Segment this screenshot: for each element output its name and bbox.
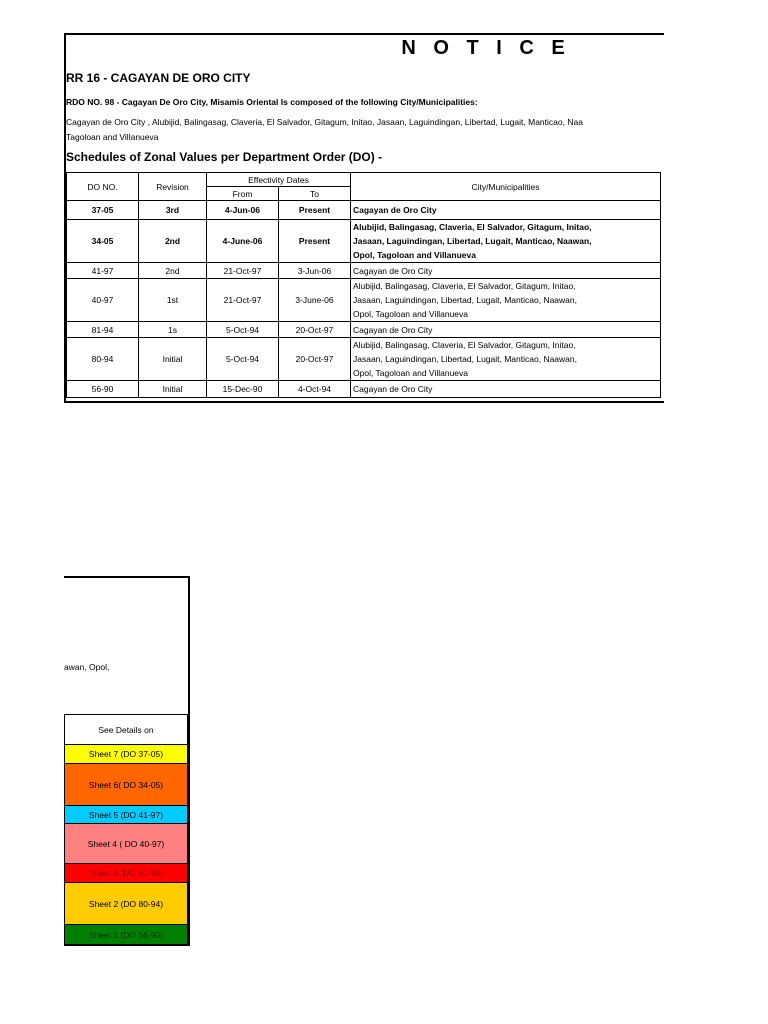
schedules-heading: Schedules of Zonal Values per Department Order (DO) -	[66, 150, 383, 164]
cell-to: 3-Jun-06	[279, 263, 351, 279]
notice-title: N O T I C E	[401, 37, 571, 59]
header-to: To	[279, 187, 351, 201]
cell-from: 5-Oct-94	[207, 322, 279, 338]
sheet-4-link[interactable]: Sheet 4 ( DO 40-97)	[65, 824, 188, 864]
cell-from: 4-June-06	[207, 220, 279, 263]
city-line: Opol, Tagoloan and Villanueva	[353, 368, 468, 378]
table-row	[67, 338, 661, 381]
table-row	[67, 279, 661, 322]
header-do-no: DO NO.	[67, 173, 139, 201]
sheet-6-link[interactable]: Sheet 6( DO 34-05)	[65, 764, 188, 806]
city-line: Alubijid, Balingasag, Claveria, El Salvador, Gitagum, Initao,	[353, 222, 592, 232]
cell-to: Present	[279, 220, 351, 263]
cell-from: 4-Jun-06	[207, 201, 279, 220]
cell-city	[351, 263, 661, 279]
cell-to: 20-Oct-97	[279, 338, 351, 381]
table-row	[67, 381, 661, 398]
table-row	[67, 263, 661, 279]
city-line: Cagayan de Oro City	[353, 384, 433, 394]
city-line: Jasaan, Laguindingan, Libertad, Lugait, Manticao, Naawan,	[353, 354, 577, 364]
sheet-legend-panel	[64, 576, 190, 946]
legend-row	[65, 864, 188, 883]
cell-from: 15-Dec-90	[207, 381, 279, 398]
cell-revision: 2nd	[139, 263, 207, 279]
cell-from: 21-Oct-97	[207, 263, 279, 279]
cell-revision: 3rd	[139, 201, 207, 220]
cell-to: 3-June-06	[279, 279, 351, 322]
cell-to: 20-Oct-97	[279, 322, 351, 338]
header-revision: Revision	[139, 173, 207, 201]
sheet-2-link[interactable]: Sheet 2 (DO 80-94)	[65, 883, 188, 925]
sheet-legend-table	[64, 714, 188, 945]
cell-do: 41-97	[67, 263, 139, 279]
table-header-row	[67, 173, 661, 187]
header-effectivity: Effectivity Dates	[207, 173, 351, 187]
table-row	[67, 322, 661, 338]
zonal-values-table	[66, 172, 661, 398]
header-city: City/Municipalities	[351, 173, 661, 201]
cell-city	[351, 220, 661, 263]
legend-row	[65, 925, 188, 945]
cell-to: 4-Oct-94	[279, 381, 351, 398]
legend-row	[65, 824, 188, 864]
cell-do: 34-05	[67, 220, 139, 263]
city-line: Cagayan de Oro City	[353, 205, 437, 215]
municipalities-line-1: Cagayan de Oro City , Alubijid, Balingasag, Claveria, El Salvador, Gitagum, Initao, Jasaan, Laguindingan, Libertad, Lugait, Manticao, Naa	[66, 117, 583, 127]
cell-city	[351, 201, 661, 220]
rdo-line: RDO NO. 98 - Cagayan De Oro City, Misamis Oriental Is composed of the following City/Municipalities:	[66, 97, 478, 107]
sheet-1-link[interactable]: Sheet 1 (DO 56-90)	[65, 925, 188, 945]
cell-revision: Initial	[139, 381, 207, 398]
cell-city	[351, 381, 661, 398]
cell-do: 81-94	[67, 322, 139, 338]
cell-city	[351, 279, 661, 322]
region-heading: RR 16 - CAGAYAN DE ORO CITY	[66, 71, 251, 85]
cell-from: 21-Oct-97	[207, 279, 279, 322]
sheet-5-link[interactable]: Sheet 5 (DO 41-97)	[65, 806, 188, 824]
cell-to: Present	[279, 201, 351, 220]
header-from: From	[207, 187, 279, 201]
cell-revision: 1st	[139, 279, 207, 322]
municipalities-line-2: Tagoloan and Villanueva	[66, 132, 159, 142]
legend-header: See Details on	[65, 715, 188, 745]
legend-row	[65, 806, 188, 824]
cell-do: 37-05	[67, 201, 139, 220]
city-line: Cagayan de Oro City	[353, 324, 433, 335]
cell-do: 80-94	[67, 338, 139, 381]
legend-header-row	[65, 715, 188, 745]
city-line: Jasaan, Laguindingan, Libertad, Lugait, Manticao, Naawan,	[353, 295, 577, 305]
legend-row	[65, 745, 188, 764]
cell-city	[351, 322, 661, 338]
city-line: Alubijid, Balingasag, Claveria, El Salvador, Gitagum, Initao,	[353, 340, 576, 350]
city-line: Jasaan, Laguindingan, Libertad, Lugait, Manticao, Naawan,	[353, 236, 592, 246]
city-line: Cagayan de Oro City	[353, 265, 433, 276]
legend-row	[65, 883, 188, 925]
cell-do: 40-97	[67, 279, 139, 322]
overflow-text: awan, Opol,	[64, 662, 110, 672]
cell-from: 5-Oct-94	[207, 338, 279, 381]
city-line: Opol, Tagoloan and Villanueva	[353, 309, 468, 319]
table-row	[67, 220, 661, 263]
cell-revision: 2nd	[139, 220, 207, 263]
cell-city	[351, 338, 661, 381]
sheet-7-link[interactable]: Sheet 7 (DO 37-05)	[65, 745, 188, 764]
cell-revision: Initial	[139, 338, 207, 381]
table-row	[67, 201, 661, 220]
cell-do: 56-90	[67, 381, 139, 398]
city-line: Alubijid, Balingasag, Claveria, El Salvador, Gitagum, Initao,	[353, 281, 576, 291]
notice-panel	[64, 33, 664, 403]
cell-revision: 1s	[139, 322, 207, 338]
sheet-3-link[interactable]: Sheet 3 (DO 81-94)	[65, 864, 188, 883]
municipalities-text	[66, 115, 656, 145]
city-line: Opol, Tagoloan and Villanueva	[353, 250, 476, 260]
legend-row	[65, 764, 188, 806]
